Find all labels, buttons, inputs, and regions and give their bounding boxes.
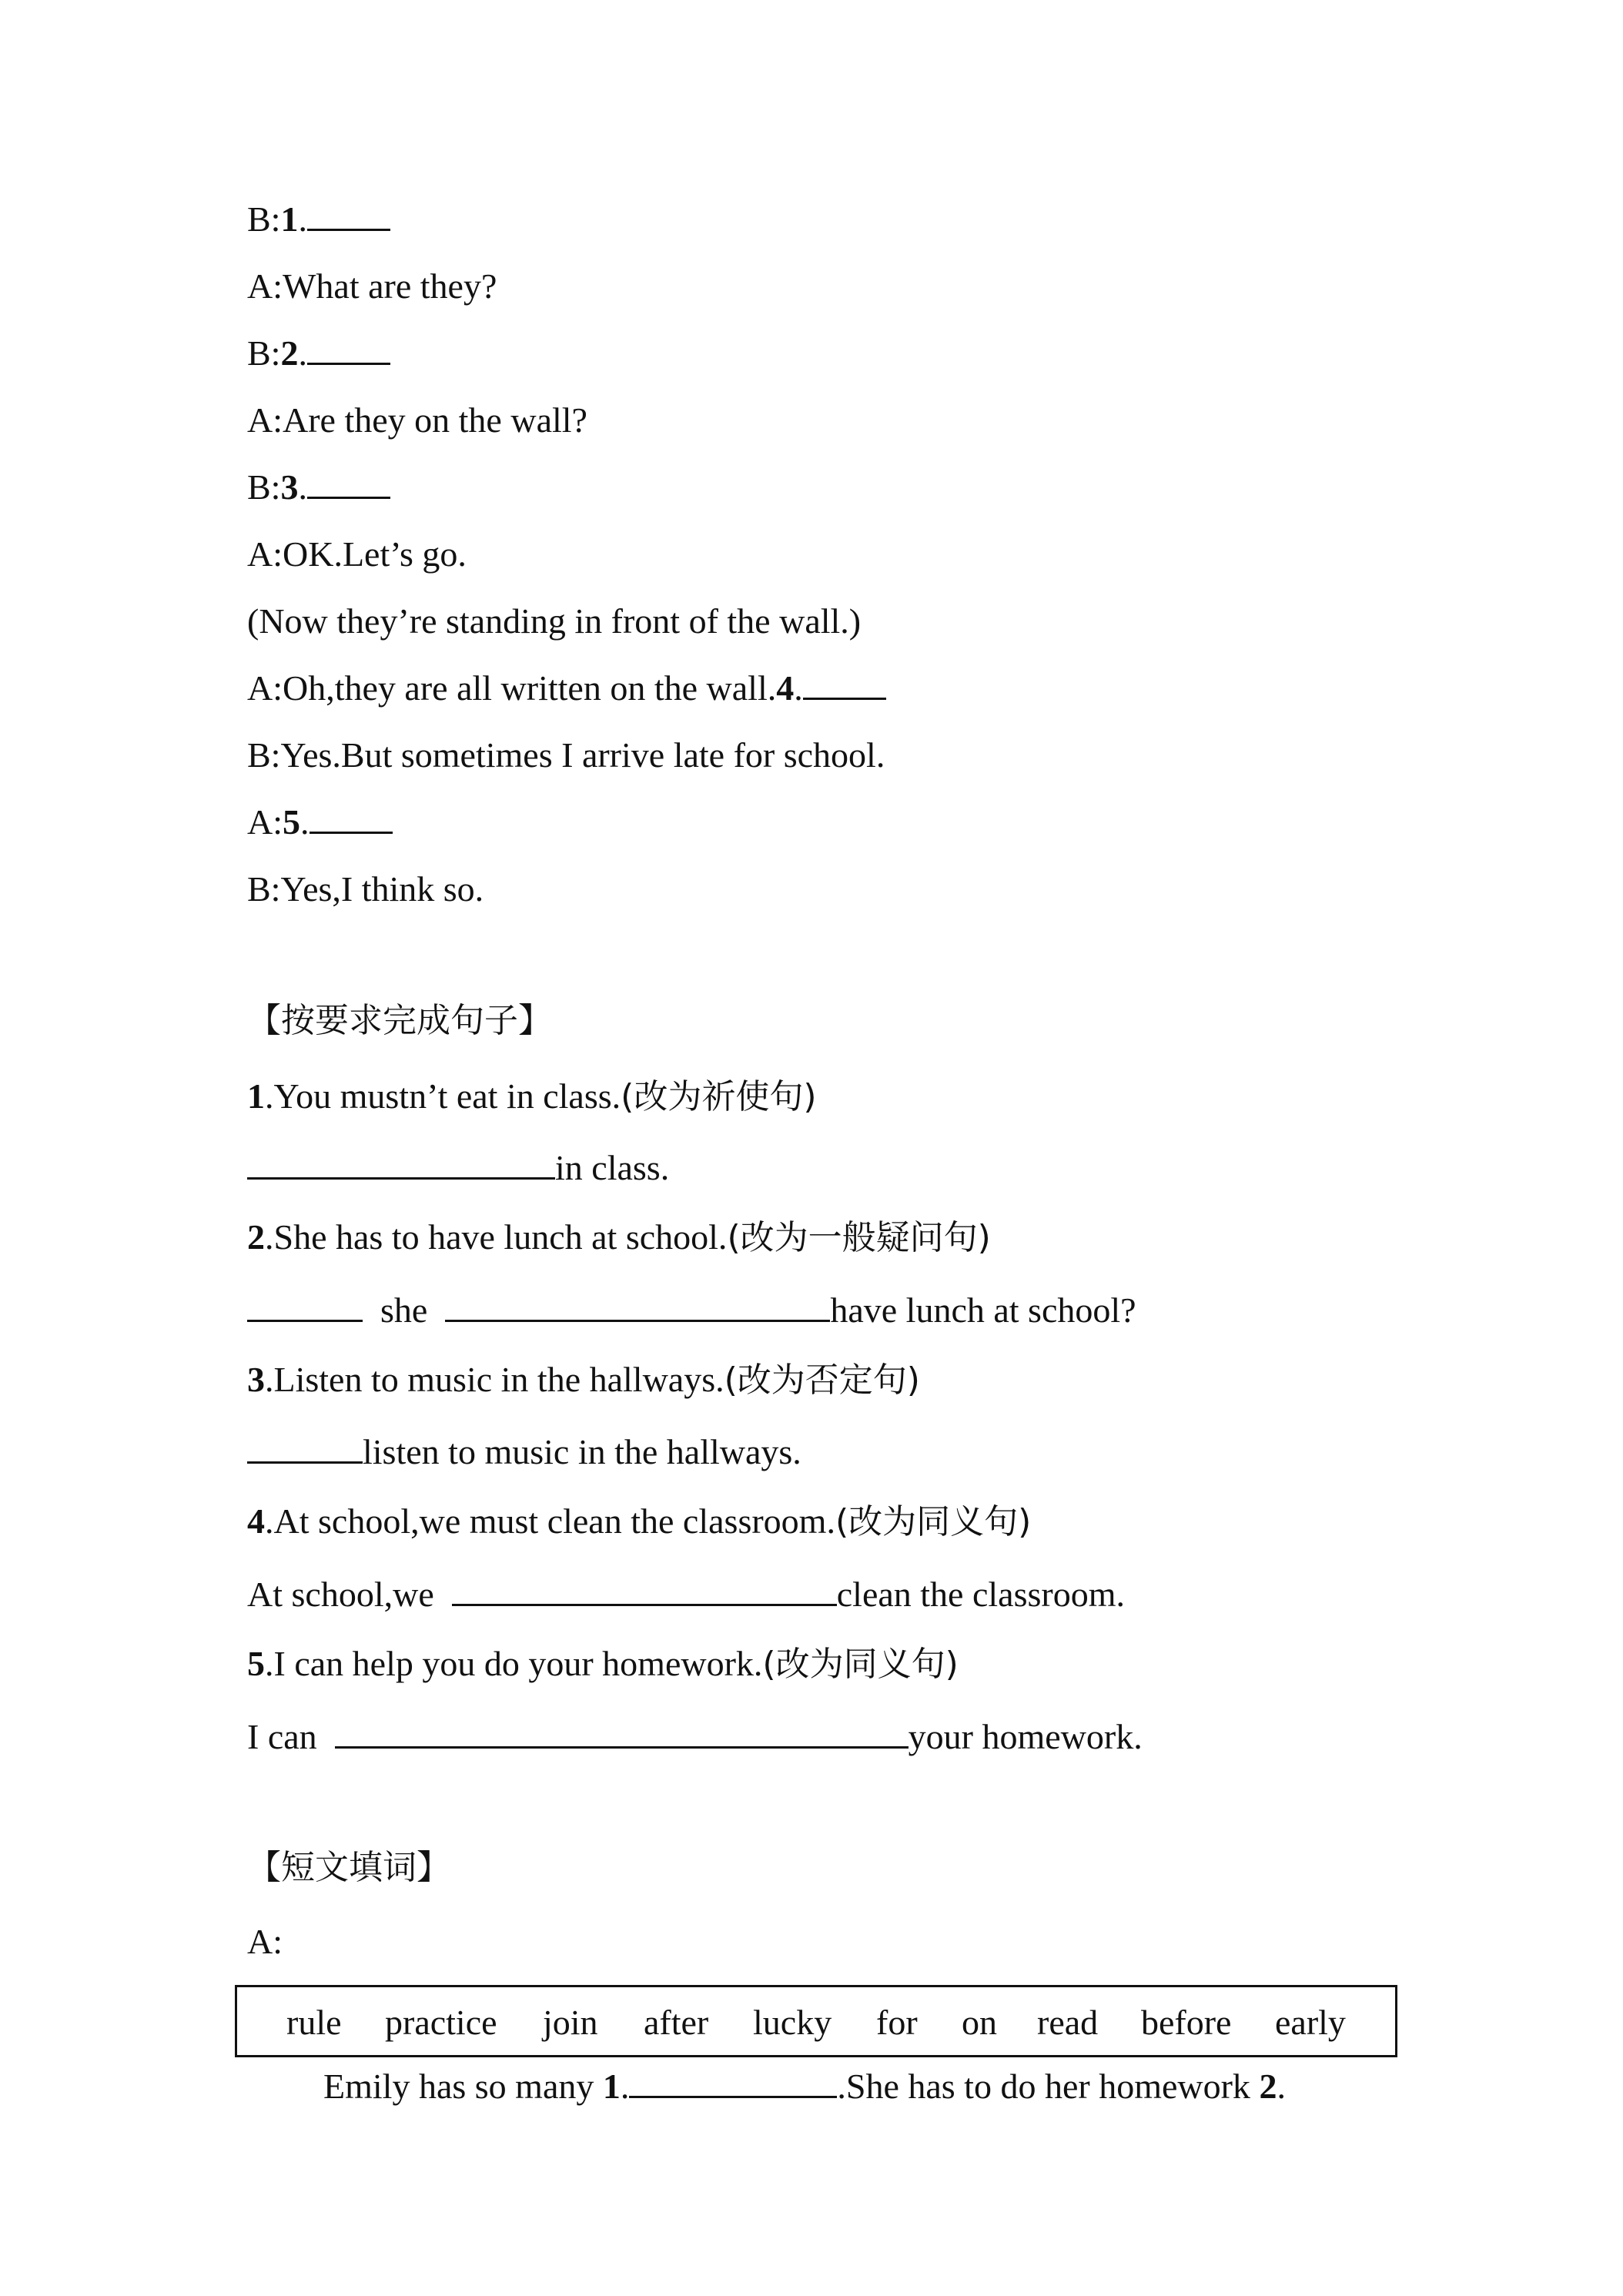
answer-blank[interactable] [629,2065,837,2098]
section-heading: 【短文填词】 [247,1848,450,1887]
part-label: A: [247,1922,283,1961]
word-bank-item: after [644,2003,709,2042]
stage-direction: (Now they’re standing in front of the wall.) [247,601,862,641]
question-text: .You mustn’t eat in class. [265,1076,621,1116]
answer-text: your homework. [908,1717,1143,1756]
dialogue-text: Are they on the wall? [283,400,587,440]
question-4 [247,1498,1031,1545]
speaker-label: A: [247,802,283,842]
answer-text: I can [247,1717,317,1756]
question-number: 1 [247,1076,265,1116]
answer-blank[interactable] [247,1431,363,1464]
question-5 [247,1641,959,1688]
word-bank [235,1985,1397,2057]
speaker-label: B: [247,199,281,239]
speaker-label: B: [247,333,281,373]
answer-line-5 [247,1714,1143,1760]
dialogue-line-9 [247,732,885,778]
speaker-label: A: [247,534,283,574]
answer-blank[interactable] [307,198,390,231]
question-3 [247,1357,920,1404]
question-1 [247,1073,817,1120]
word-bank-item: join [543,2003,598,2042]
dialogue-line-11 [247,866,484,912]
passage-text: Emily has so many [323,2067,603,2106]
answer-text: in class. [555,1148,670,1187]
answer-text: have lunch at school? [830,1290,1136,1330]
answer-text: she [380,1290,428,1330]
dialogue-text: Yes.But sometimes I arrive late for school. [280,735,885,775]
dialogue-line-8: A:Oh,they are all written on the wall.4. [247,665,886,711]
dialogue-text: What are they? [283,266,497,306]
speaker-label: A: [247,400,283,440]
question-number: 5 [283,802,300,842]
dialogue-line-5: B:3. [247,464,390,510]
answer-blank[interactable] [335,1715,909,1749]
question-number: 1 [280,199,299,239]
dialogue-line-10: A:5. [247,799,393,845]
dialogue-line-2 [247,263,497,310]
speaker-label: B: [247,869,281,909]
question-text: .She has to have lunch at school. [265,1217,728,1257]
answer-text: At school,we [247,1575,434,1614]
word-bank-item: early [1275,2003,1346,2042]
answer-line-3 [247,1429,801,1475]
speaker-label: B: [247,735,281,775]
answer-line-1 [247,1145,669,1191]
question-number: 4 [776,668,795,708]
answer-line-4 [247,1571,1125,1618]
passage-text: .She has to do her homework [837,2067,1260,2106]
instruction-note: (改为祈使句) [621,1077,817,1116]
question-number: 2 [280,333,299,373]
question-number: 5 [247,1644,265,1683]
question-number: 4 [247,1501,265,1541]
question-text: .I can help you do your homework. [265,1644,763,1683]
dialogue-line-6 [247,531,467,577]
passage-text: . [1277,2067,1286,2106]
answer-blank[interactable] [445,1289,830,1322]
speaker-label: A: [247,668,283,708]
instruction-note: (改为一般疑问句) [727,1218,991,1257]
answer-line-2 [247,1287,1136,1334]
answer-blank[interactable] [803,667,886,700]
section-heading: 【按要求完成句子】 [247,1001,552,1040]
dialogue-line-7 [247,598,861,644]
passage-line: Emily has so many 1. .She has to do her homework 2. [323,2067,1286,2106]
question-text: .Listen to music in the hallways. [265,1360,724,1399]
word-bank-item: before [1141,2003,1232,2042]
question-number: 1 [602,2067,621,2106]
instruction-note: (改为否定句) [724,1361,920,1400]
word-bank-item: read [1037,2003,1099,2042]
dialogue-line-3: B:2. [247,330,390,377]
word-bank-item: for [876,2003,918,2042]
answer-text: listen to music in the hallways. [363,1432,801,1471]
question-text: .At school,we must clean the classroom. [265,1501,835,1541]
answer-blank[interactable] [452,1573,837,1606]
answer-blank[interactable] [310,801,393,834]
speaker-label: B: [247,467,281,507]
question-number: 3 [280,467,299,507]
word-bank-item: practice [385,2003,497,2042]
word-bank-item: lucky [753,2003,832,2042]
dialogue-text: OK.Let’s go. [283,534,467,574]
answer-blank[interactable] [307,332,390,365]
word-bank-item: rule [286,2003,342,2042]
dialogue-text: Oh,they are all written on the wall. [283,668,777,708]
answer-blank[interactable] [307,466,390,499]
instruction-note: (改为同义句) [762,1645,959,1684]
dialogue-text: Yes,I think so. [280,869,484,909]
question-number: 2 [247,1217,265,1257]
dialogue-line-4 [247,397,587,443]
question-number: 2 [1259,2067,1277,2106]
dialogue-line-1: B:1. [247,196,390,243]
speaker-label: A: [247,266,283,306]
question-2 [247,1214,991,1261]
instruction-note: (改为同义句) [835,1502,1032,1541]
word-bank-item: on [962,2003,997,2042]
answer-blank[interactable] [247,1146,555,1180]
answer-blank[interactable] [247,1289,363,1322]
question-number: 3 [247,1360,265,1399]
answer-text: clean the classroom. [836,1575,1125,1614]
